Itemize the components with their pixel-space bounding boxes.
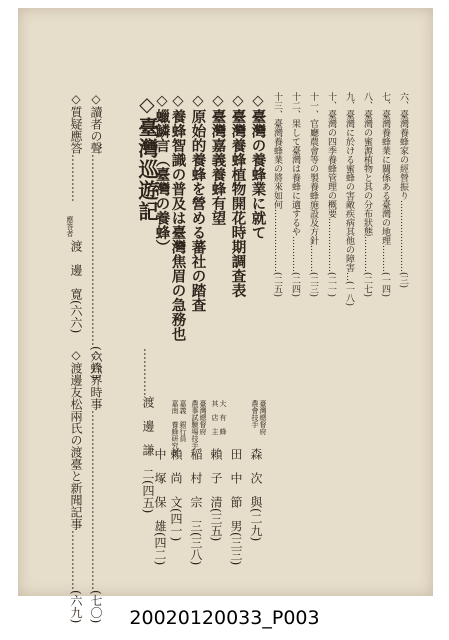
author-affiliation: 大 有 蜂 bbox=[219, 400, 227, 435]
heading-title: ◇臺灣養蜂植物開花時期調査表 bbox=[229, 92, 247, 298]
heading-title: ◇蠟鱗言（臺灣の養蜂） bbox=[153, 92, 171, 254]
toc-entry: 七、臺灣養蜂業に關係ある臺灣の地理………(一四) bbox=[380, 92, 390, 298]
heading-title: ◇臺灣の養蜂業に就て bbox=[249, 92, 267, 240]
toc-entry: 六、臺灣養蜂家の經營振り……………………(三) bbox=[398, 92, 408, 289]
main-title-author: …………渡 邊 謙 二(四五) bbox=[141, 348, 155, 514]
qa-sub: 應答者 bbox=[66, 216, 74, 237]
heading-title: ◇原始的養蜂を營める蕃社の踏査 bbox=[189, 92, 207, 312]
author-affiliation: 臺灣總督府 bbox=[199, 400, 207, 435]
qa-title: ◇質疑應答………… bbox=[69, 92, 83, 202]
toc-entry: 十三、臺灣養蜂業の將來如何…………………(二五) bbox=[272, 92, 282, 298]
toc-entry: 十一、官廳農會等の製養蜂施設及方針………(二三) bbox=[308, 92, 318, 298]
heading-title: ◇臺灣嘉義養蜂有望 bbox=[209, 92, 227, 225]
author-affiliation: 其 店 主 bbox=[211, 400, 219, 435]
watanabe-entry: ◇渡邊友松兩氏の渡臺と新聞記事……………(六九) bbox=[69, 348, 83, 624]
author-affiliation: 嘉義 銀行員 bbox=[179, 400, 187, 442]
toc-entry: 九、臺灣に於ける蜜蜂の害敵疾病其他の障害…(一八) bbox=[344, 92, 354, 307]
author-affiliation: 臺灣總督府 bbox=[259, 400, 267, 435]
heading-author: 賴 子 清(三五) bbox=[209, 448, 223, 542]
main-title: ◇臺灣巡遊記 bbox=[135, 92, 159, 222]
heading-author: 賴 尚 文(四一) bbox=[169, 448, 183, 542]
heading-author: 稲 村 宗 三(三八) bbox=[189, 448, 203, 566]
qa-tail: 渡 邊 寛(六六) bbox=[69, 240, 83, 334]
heading-author: 田 中 節 男(三三) bbox=[229, 448, 243, 566]
heading-title: ◇養蜂智識の普及は臺灣焦眉の急務也 bbox=[169, 92, 187, 341]
toc-entry: 十二、果して臺灣は養蜂に適するや…………(二四) bbox=[290, 92, 300, 298]
readers-voice: ◇讀者の聲…………………………………………(六六) bbox=[89, 92, 103, 380]
author-affiliation: 農事試驗場技手 bbox=[191, 400, 199, 449]
author-affiliation: 嘉南 養蜂研究者 bbox=[171, 400, 179, 456]
author-affiliation: 農會技手 bbox=[251, 400, 259, 428]
news-entry: ◇蜂界時事………………………………………(七〇) bbox=[89, 348, 103, 624]
toc-entry: 十、臺灣の四季養蜂管理の概要………………(二一) bbox=[326, 92, 336, 298]
heading-author: 中 塚 保 雄(四二) bbox=[153, 448, 167, 566]
heading-author: 森 次 與(二九) bbox=[249, 448, 263, 542]
toc-entry: 八、臺灣の蜜源植物と其の分布狀態…………(二七) bbox=[362, 92, 372, 298]
image-caption: 20020120033_P003 bbox=[129, 607, 320, 629]
